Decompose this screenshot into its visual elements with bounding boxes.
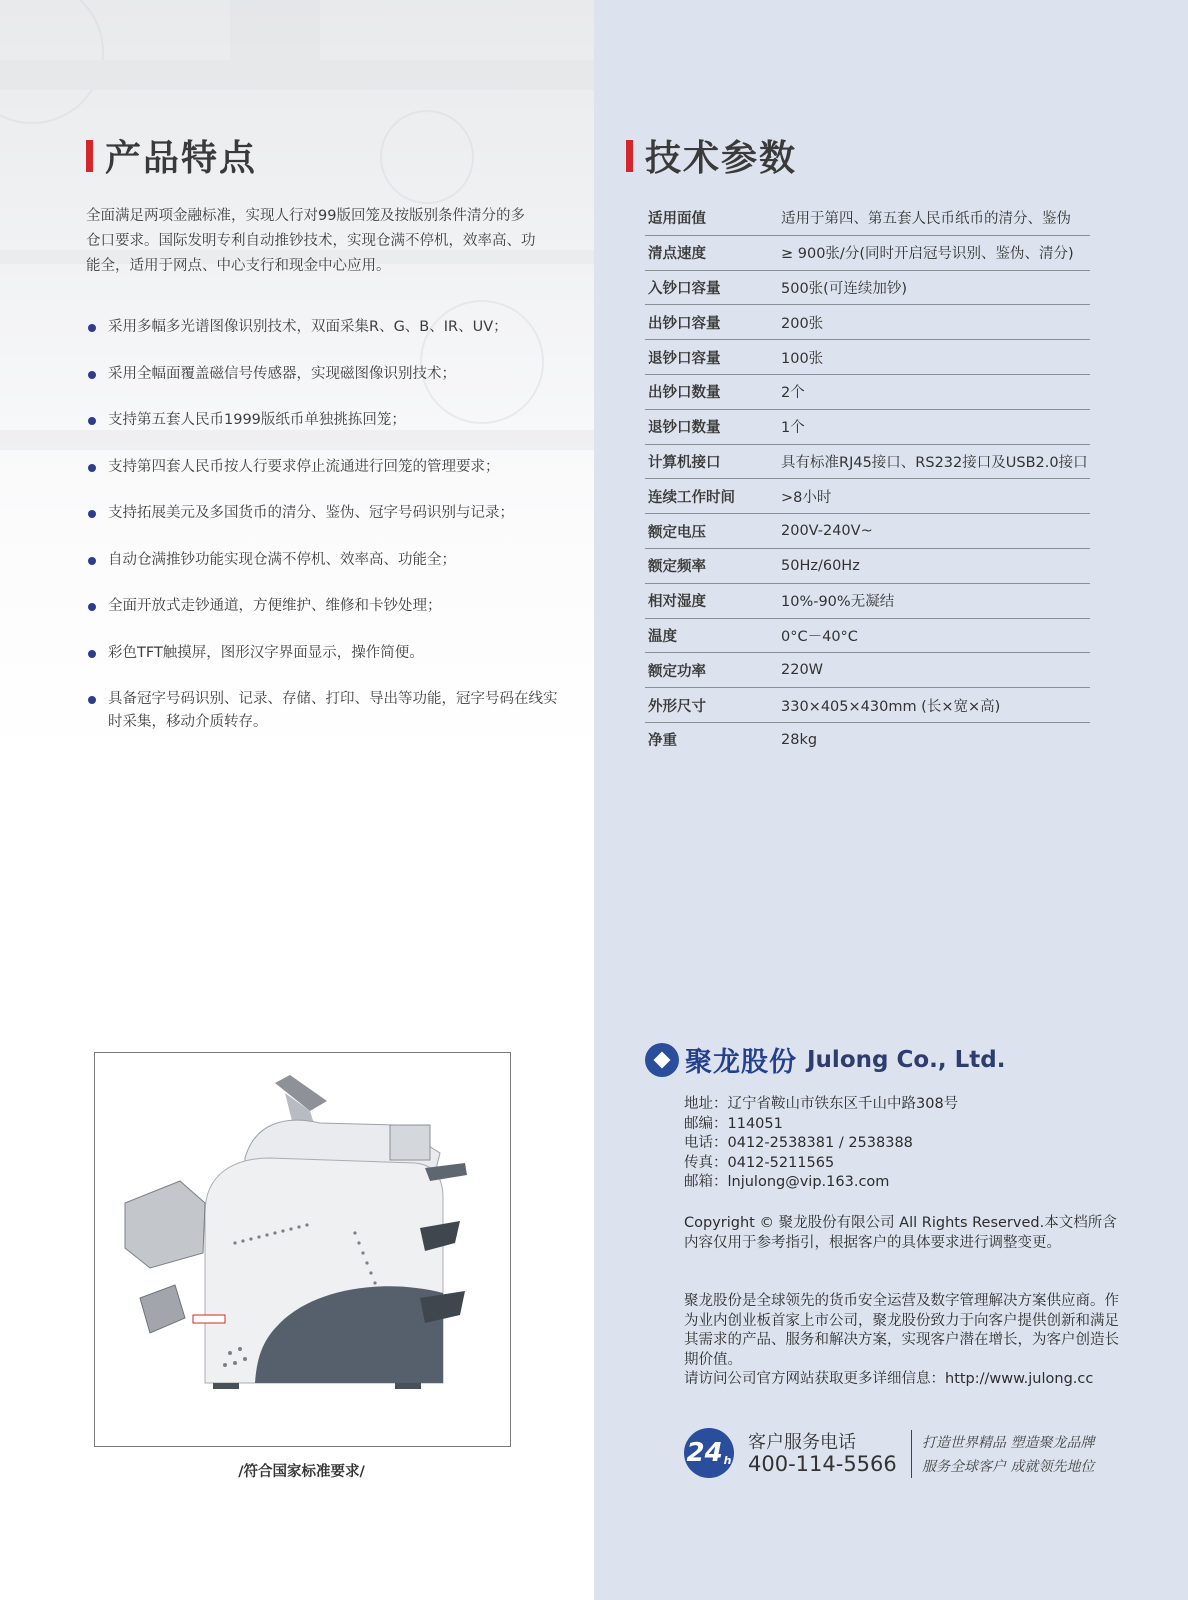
feature-item: 支持拓展美元及多国货币的清分、鉴伪、冠字号码识别与记录； [86, 502, 566, 525]
bullet-dot-icon [88, 464, 96, 472]
spec-row: 出钞口数量 2个 [645, 374, 1090, 409]
spec-row: 温度 0°C－40°C [645, 618, 1090, 653]
feature-item: 具备冠字号码识别、记录、存储、打印、导出等功能，冠字号码在线实时采集，移动介质转存。 [86, 688, 566, 734]
spec-row: 退钞口容量 100张 [645, 340, 1090, 375]
bullet-dot-icon [88, 603, 96, 611]
bullet-dot-icon [88, 696, 96, 704]
postcode: 邮编：114051 [684, 1115, 783, 1132]
divider [911, 1430, 912, 1478]
copyright-text: Copyright © 聚龙股份有限公司 All Rights Reserved.本文档所含内容仅用于参考指引，根据客户的具体要求进行调整变更。 [684, 1215, 1117, 1251]
spec-row: 外形尺寸 330×405×430mm (长×宽×高) [645, 688, 1090, 723]
spec-row: 连续工作时间 >8小时 [645, 479, 1090, 514]
specs-title-text: 技术参数 [645, 138, 798, 179]
spec-table [645, 201, 1090, 757]
hotline-number[interactable]: 400-114-5566 [748, 1452, 897, 1476]
spec-row: 适用面值 适用于第四、第五套人民币纸币的清分、鉴伪 [645, 201, 1090, 235]
features-list [86, 316, 566, 758]
customer-hotline [684, 1426, 1124, 1482]
feature-item: 支持第四套人民币按人行要求停止流通进行回笼的管理要求； [86, 456, 566, 479]
spec-row: 额定电压 200V-240V~ [645, 514, 1090, 549]
24h-service-icon: 24 h [684, 1428, 734, 1478]
fax: 传真：0412-5211565 [684, 1154, 835, 1171]
feature-item: 全面开放式走钞通道，方便维护、维修和卡钞处理； [86, 595, 566, 618]
product-photo [94, 1052, 511, 1447]
feature-item: 彩色TFT触摸屏，图形汉字界面显示，操作简便。 [86, 642, 566, 665]
address: 地址：辽宁省鞍山市铁东区千山中路308号 [684, 1096, 959, 1112]
spec-row: 相对湿度 10%-90%无凝结 [645, 583, 1090, 618]
slogan-line-1: 打造世界精品 塑造聚龙品牌 [922, 1435, 1095, 1451]
bullet-dot-icon [88, 417, 96, 425]
bullet-dot-icon [88, 510, 96, 518]
spec-row: 额定频率 50Hz/60Hz [645, 548, 1090, 583]
spec-row: 出钞口容量 200张 [645, 305, 1090, 340]
bullet-dot-icon [88, 324, 96, 332]
feature-item: 采用多幅多光谱图像识别技术，双面采集R、G、B、IR、UV； [86, 316, 566, 339]
bullet-dot-icon [88, 650, 96, 658]
company-name-en: Julong Co., Ltd. [807, 1046, 1006, 1073]
feature-item: 采用全幅面覆盖磁信号传感器，实现磁图像识别技术； [86, 363, 566, 386]
feature-item: 自动仓满推钞功能实现仓满不停机、效率高、功能全； [86, 549, 566, 572]
website-link[interactable]: 请访问公司官方网站获取更多详细信息：http://www.julong.cc [684, 1371, 1094, 1387]
title-accent-bar [626, 140, 633, 172]
slogan-line-2: 服务全球客户 成就领先地位 [922, 1459, 1095, 1475]
bullet-dot-icon [88, 371, 96, 379]
spec-row: 计算机接口 具有标准RJ45接口、RS232接口及USB2.0接口 [645, 444, 1090, 479]
specs-title [626, 130, 797, 181]
spec-row: 额定功率 220W [645, 653, 1090, 688]
bullet-dot-icon [88, 557, 96, 565]
spec-row: 退钞口数量 1个 [645, 409, 1090, 444]
spec-row: 净重 28kg [648, 731, 818, 750]
feature-item: 支持第五套人民币1999版纸币单独挑拣回笼； [86, 409, 566, 432]
company-logo-icon [645, 1043, 679, 1077]
features-intro: 全面满足两项金融标准，实现人行对99版回笼及按版别条件清分的多仓口要求。国际发明专利自动推钞技术，实现仓满不停机，效率高、功能全，适用于网点、中心支行和现金中心应用。 [86, 208, 536, 274]
features-title-text: 产品特点 [105, 138, 258, 179]
photo-caption: /符合国家标准要求/ [238, 1464, 365, 1480]
banknote-sorter-illustration [95, 1053, 510, 1446]
contact-info [684, 1095, 958, 1193]
spec-row: 清点速度 ≥ 900张/分(同时开启冠号识别、鉴伪、清分) [645, 235, 1090, 270]
title-accent-bar [86, 140, 93, 172]
hotline-label: 客户服务电话 [748, 1432, 856, 1453]
phone: 电话：0412-2538381 / 2538388 [684, 1135, 913, 1152]
company-brand [645, 1040, 1005, 1079]
features-title [86, 130, 257, 181]
company-name-cn: 聚龙股份 [685, 1047, 797, 1078]
spec-row: 入钞口容量 500张(可连续加钞) [645, 270, 1090, 305]
email-link[interactable]: 邮箱：lnjulong@vip.163.com [684, 1174, 890, 1191]
company-about: 聚龙股份是全球领先的货币安全运营及数字管理解决方案供应商。作为业内创业板首家上市公司，聚龙股份致力于向客户提供创新和满足其需求的产品、服务和解决方案，实现客户潜在增长，为客户创造长期价值。 [684, 1293, 1119, 1368]
